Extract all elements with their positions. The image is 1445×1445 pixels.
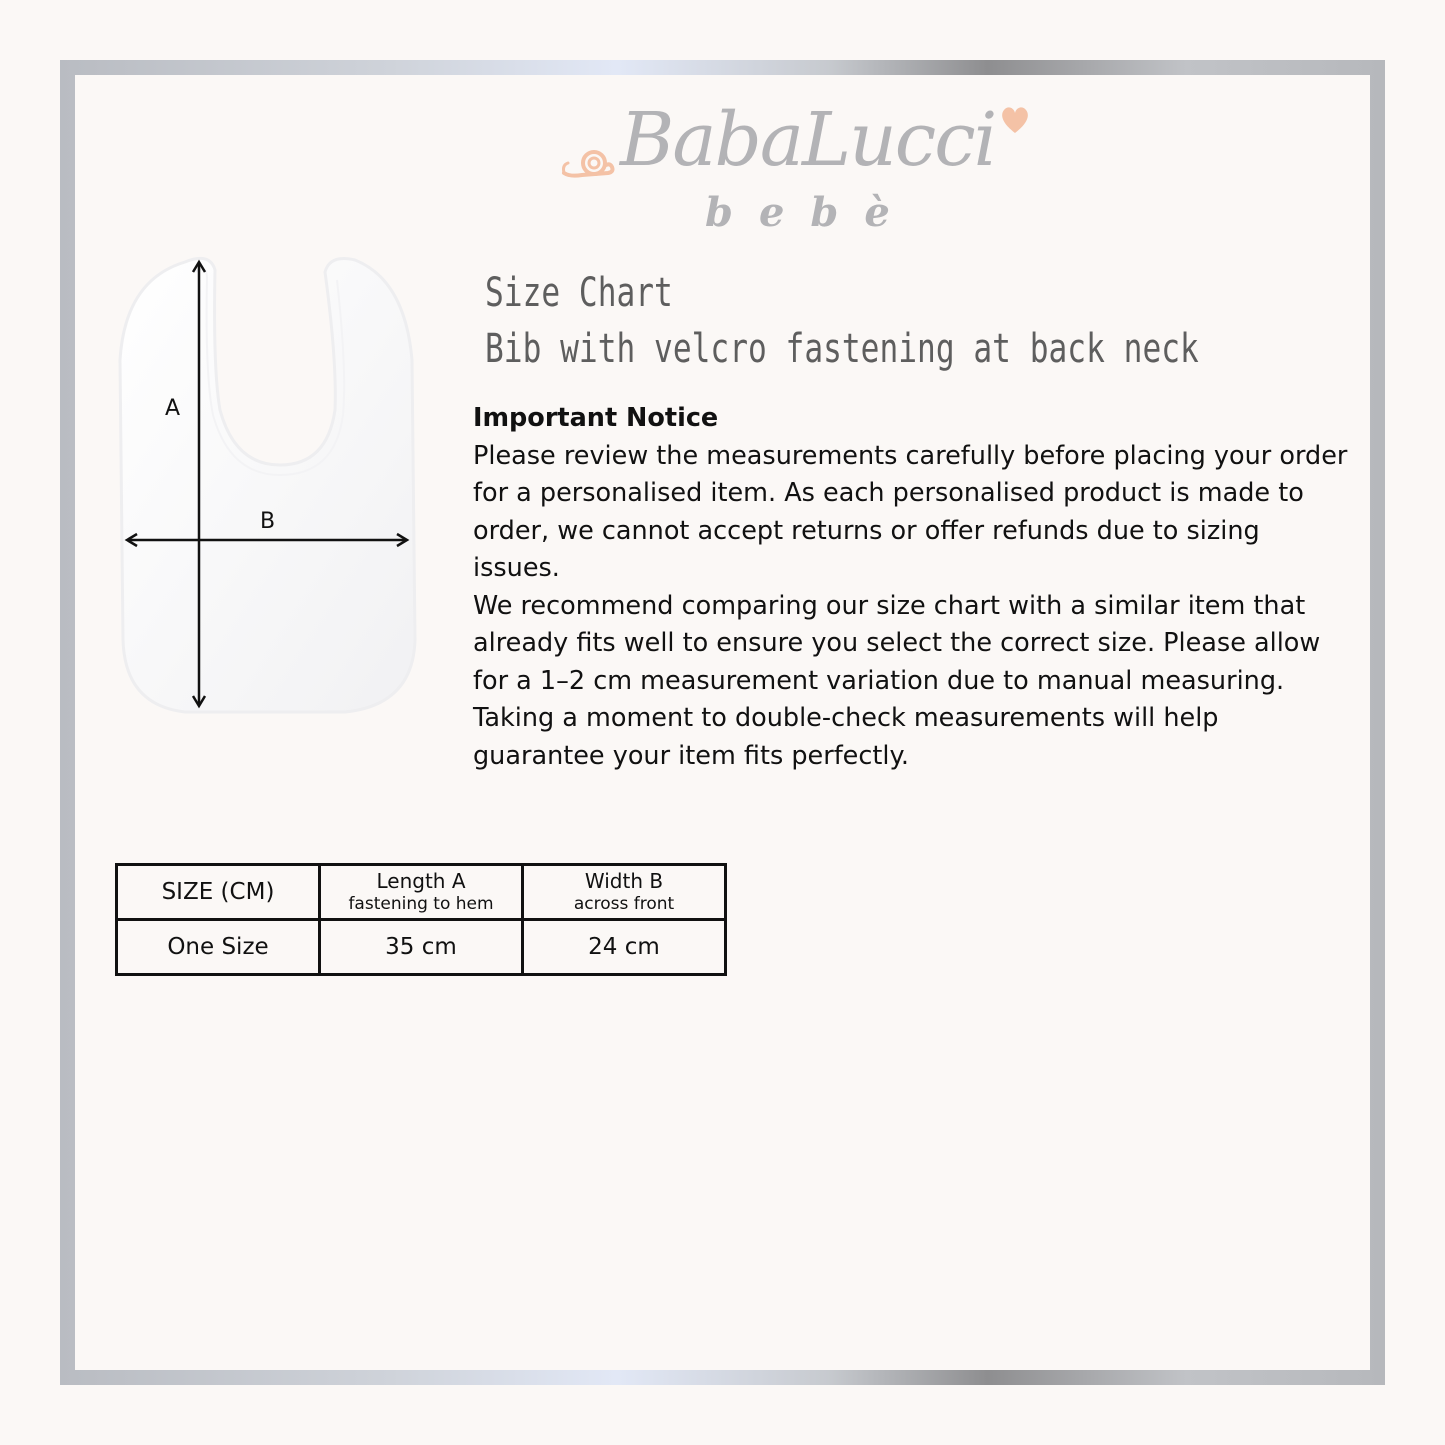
snail-icon [560,143,620,183]
page-frame [60,60,1385,1385]
brand-subtitle: bebè [705,189,916,236]
cell-width: 24 cm [523,920,726,975]
notice-heading: Important Notice [473,403,719,433]
brand-name: BabaLucci [620,97,996,183]
table-row [117,920,726,975]
bib-outline [120,258,415,712]
notice-paragraph-1: Please review the measurements carefully before placing your order for a personalised item. As each personalised product is made to order, we cannot accept returns or offer refunds due to sizing issues. [473,440,1348,583]
header-length: Length A fastening to hem [320,865,523,920]
bib-diagram [115,250,425,720]
table-header-row [117,865,726,920]
label-a: A [165,396,181,421]
header-width: Width B across front [523,865,726,920]
heart-icon [998,103,1032,137]
cell-length: 35 cm [320,920,523,975]
important-notice [473,400,1353,775]
page-content [75,75,1370,1370]
label-b: B [260,509,276,534]
title-line-1: Size Chart [485,270,673,316]
page-title [485,265,1199,377]
header-size: SIZE (CM) [117,865,320,920]
cell-size: One Size [117,920,320,975]
title-line-2: Bib with velcro fastening at back neck [485,326,1199,372]
brand-logo [560,97,1030,253]
size-table [115,863,727,976]
notice-paragraph-2: We recommend comparing our size chart with a similar item that already fits well to ensure you select the correct size. Please allow for a 1–2 cm measurement variation due to manual measuring. Taking a moment to double-check measurements will help guarantee your item fits perfectly. [473,590,1321,771]
